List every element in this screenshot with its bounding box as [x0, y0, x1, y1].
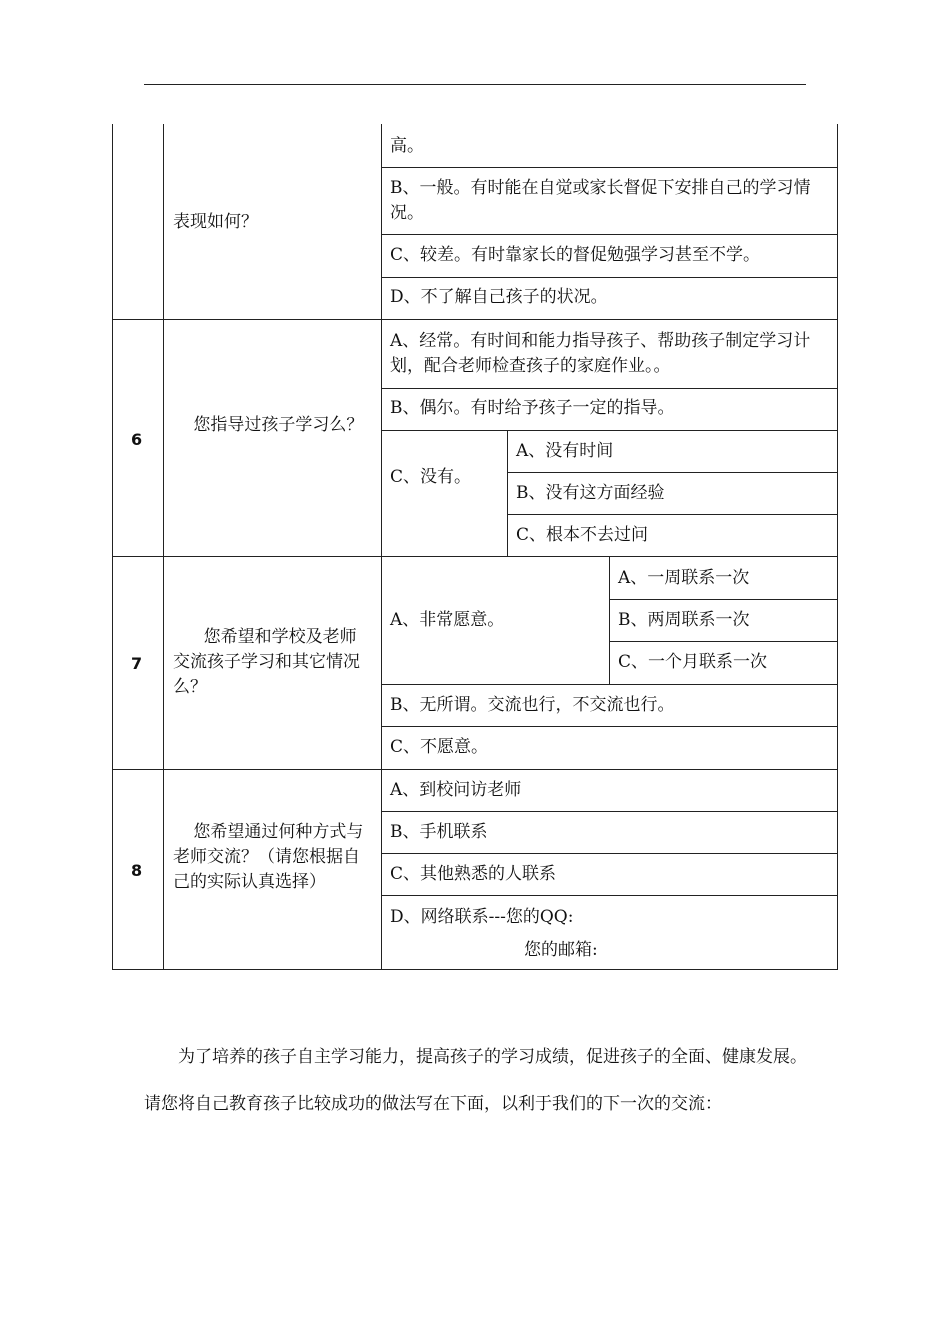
row5-line-1: [381, 167, 838, 168]
row6-sub-divider: [507, 430, 508, 556]
option-7a-sub-a: A、一周联系一次: [618, 568, 750, 588]
row6-sub-line-2: [507, 514, 838, 515]
row5-line-3: [381, 277, 838, 278]
option-7a-sub-b: B、两周联系一次: [618, 610, 750, 630]
header-rule: [144, 84, 806, 85]
row-separator-5-6: [112, 319, 838, 320]
option-5d: D、不了解自己孩子的状况。: [390, 287, 608, 307]
row6-line-2: [381, 430, 838, 431]
option-5a-continued: 高。: [390, 136, 424, 156]
row8-line-3: [381, 895, 838, 896]
option-6b: B、偶尔。有时给予孩子一定的指导。: [390, 398, 675, 418]
row-separator-6-7: [112, 556, 838, 557]
question-7-text: 您希望和学校及老师交流孩子学习和其它情况么？: [173, 627, 360, 697]
table-border-bottom: [112, 969, 838, 970]
row7-sub-line-1: [609, 599, 838, 600]
option-5c: C、较差。有时靠家长的督促勉强学习甚至不学。: [390, 245, 761, 265]
row7-line-1: [381, 684, 838, 685]
row7-line-2: [381, 726, 838, 727]
row-number-7: 7: [131, 654, 143, 673]
table-border-left: [112, 124, 113, 970]
table-border-right: [837, 124, 838, 970]
option-8d-email-label: 您的邮箱:: [524, 940, 598, 960]
question-5-text: 表现如何？: [173, 212, 258, 232]
row-separator-7-8: [112, 769, 838, 770]
option-6c-sub-a: A、没有时间: [516, 441, 614, 461]
row-number-6: 6: [131, 430, 143, 449]
option-8d: D、网络联系---您的QQ:: [390, 907, 574, 927]
closing-paragraph: 为了培养的孩子自主学习能力，提高孩子的学习成绩，促进孩子的全面、健康发展。请您将自己教育孩子比较成功的做法写在下面，以利于我们的下一次的交流：: [144, 1047, 807, 1114]
row5-line-2: [381, 234, 838, 235]
option-5b: B、一般。有时能在自觉或家长督促下安排自己的学习情况。: [390, 178, 811, 223]
survey-table: [112, 124, 838, 970]
row-number-8: 8: [131, 861, 143, 880]
row8-line-1: [381, 811, 838, 812]
row6-sub-line-1: [507, 472, 838, 473]
option-7c: C、不愿意。: [390, 737, 489, 757]
row6-line-1: [381, 388, 838, 389]
option-7b: B、无所谓。交流也行，不交流也行。: [390, 695, 675, 715]
row8-line-2: [381, 853, 838, 854]
option-6c: C、没有。: [390, 467, 472, 487]
option-6a: A、经常。有时间和能力指导孩子、帮助孩子制定学习计划，配合老师检查孩子的家庭作业。。: [390, 331, 811, 376]
option-7a: A、非常愿意。: [390, 610, 505, 630]
row7-sub-divider: [609, 556, 610, 684]
option-8a: A、到校问访老师: [390, 780, 522, 800]
question-6-text: 您指导过孩子学习么？: [193, 415, 364, 435]
table-divider-question: [381, 124, 382, 970]
row7-sub-line-2: [609, 641, 838, 642]
option-7a-sub-c: C、一个月联系一次: [618, 652, 768, 672]
option-8c: C、其他熟悉的人联系: [390, 864, 557, 884]
question-8-text: 您希望通过何种方式与老师交流？（请您根据自己的实际认真选择）: [173, 822, 364, 892]
table-divider-number: [163, 124, 164, 970]
option-6c-sub-c: C、根本不去过问: [516, 525, 649, 545]
option-6c-sub-b: B、没有这方面经验: [516, 483, 665, 503]
option-8b: B、手机联系: [390, 822, 488, 842]
